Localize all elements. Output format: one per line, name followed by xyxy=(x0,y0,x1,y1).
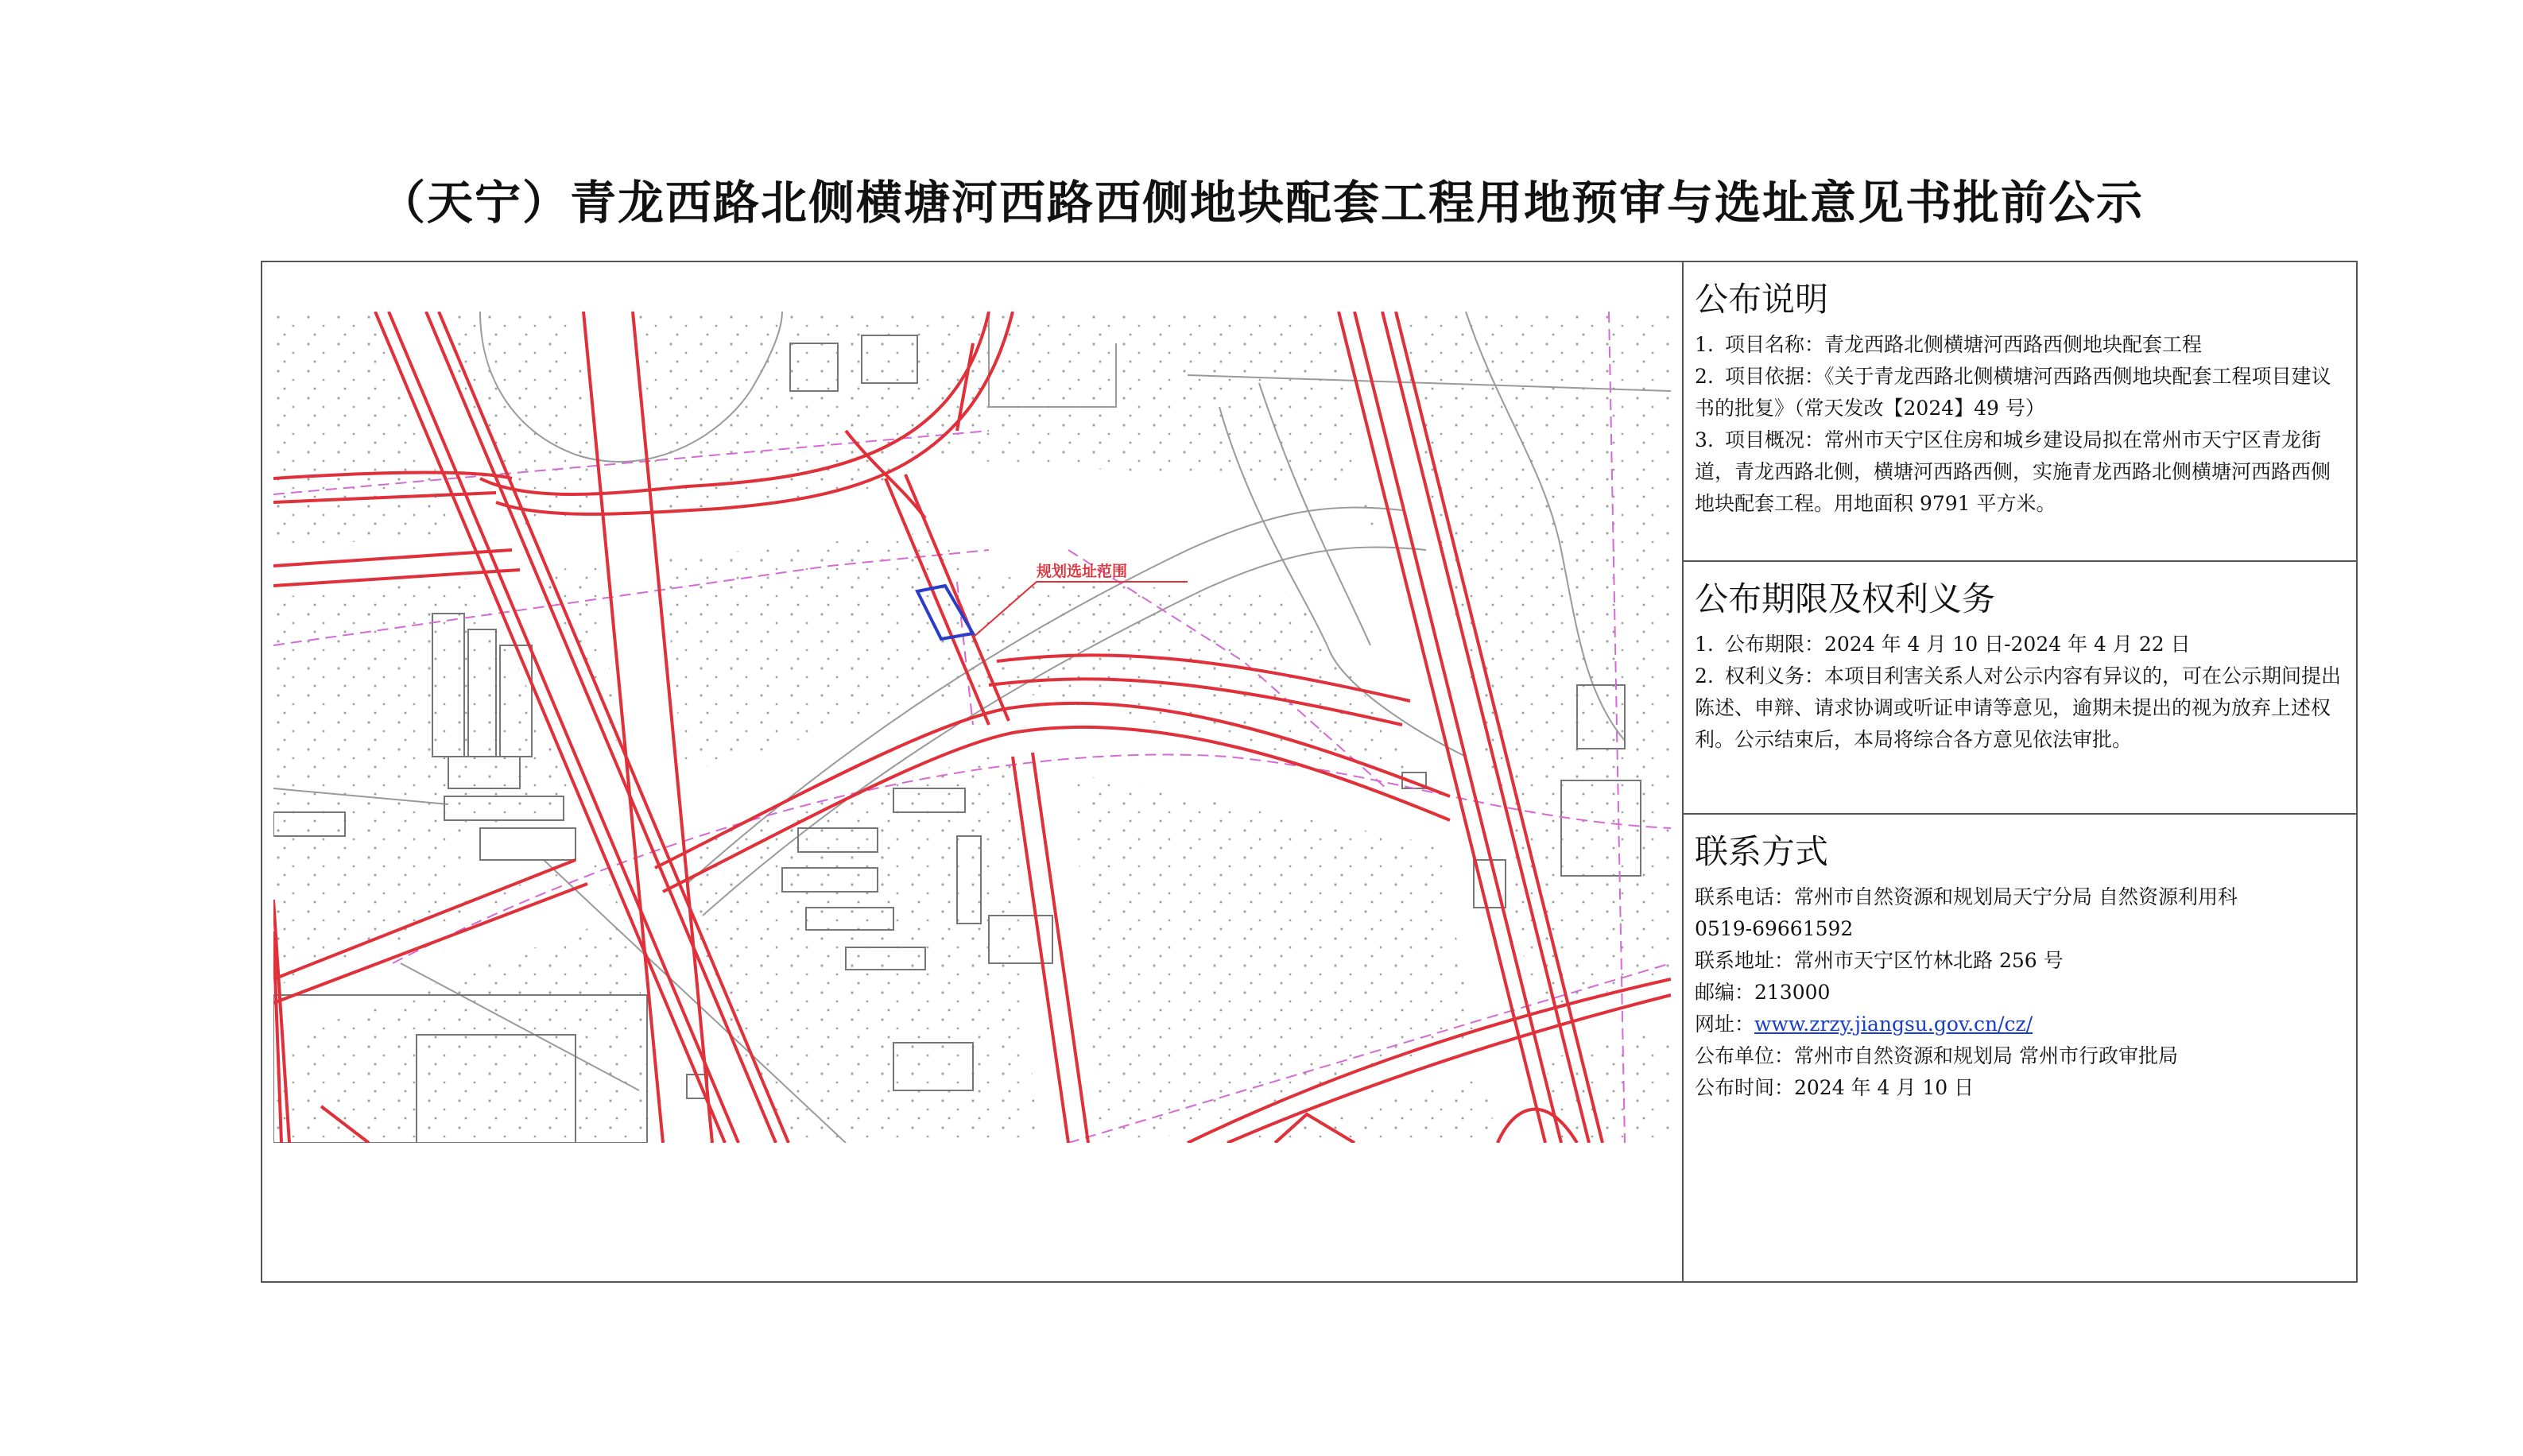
contact-heading: 联系方式 xyxy=(1695,832,1829,871)
contact-phone: 0519-69661592 xyxy=(1695,917,1854,940)
notice-frame xyxy=(261,261,2358,1283)
contact-postcode: 邮编：213000 xyxy=(1695,981,1831,1004)
announcement-item: 2. 项目依据：《关于青龙西路北侧横塘河西路西侧地块配套工程项目建议书的批复》（常天发改【2024】49 号） xyxy=(1695,365,2331,420)
contact-website: 网址：www.zrzy.jiangsu.gov.cn/cz/ xyxy=(1695,1013,2033,1036)
contact-phone-line: 联系电话：常州市自然资源和规划局天宁分局 自然资源利用科 xyxy=(1695,885,2238,908)
section-announcement xyxy=(1684,262,2356,562)
map-cell xyxy=(262,262,1684,1281)
announcement-heading: 公布说明 xyxy=(1695,280,1829,319)
page-title: （天宁）青龙西路北侧横塘河西路西侧地块配套工程用地预审与选址意见书批前公示 xyxy=(378,176,2144,230)
site-map xyxy=(273,312,1671,1143)
site-label: 规划选址范围 xyxy=(1037,563,1128,580)
site-map-drawing xyxy=(273,312,1671,1143)
section-contact xyxy=(1684,815,2356,1281)
announcement-item: 1. 项目名称：青龙西路北侧横塘河西路西侧地块配套工程 xyxy=(1695,333,2203,356)
info-panel xyxy=(1684,262,2356,1281)
section-period xyxy=(1684,562,2356,815)
contact-address: 联系地址：常州市天宁区竹林北路 256 号 xyxy=(1695,949,2064,972)
contact-date: 公布时间：2024 年 4 月 10 日 xyxy=(1695,1076,1975,1099)
announcement-item: 3. 项目概况：常州市天宁区住房和城乡建设局拟在常州市天宁区青龙街道，青龙西路北侧，横塘河西路西侧，实施青龙西路北侧横塘河西路西侧地块配套工程。用地面积 9791 平方米。 xyxy=(1695,428,2331,515)
contact-publisher: 公布单位：常州市自然资源和规划局 常州市行政审批局 xyxy=(1695,1044,2178,1067)
website-link[interactable]: www.zrzy.jiangsu.gov.cn/cz/ xyxy=(1754,1013,2033,1036)
period-item: 1. 公布期限：2024 年 4 月 10 日-2024 年 4 月 22 日 xyxy=(1695,633,2191,656)
period-heading: 公布期限及权利义务 xyxy=(1695,579,1996,618)
period-item: 2. 权利义务：本项目利害关系人对公示内容有异议的，可在公示期间提出陈述、申辩、请求协调或听证申请等意见，逾期未提出的视为放弃上述权利。公示结束后，本局将综合各方意见依法审批。 xyxy=(1695,664,2342,751)
